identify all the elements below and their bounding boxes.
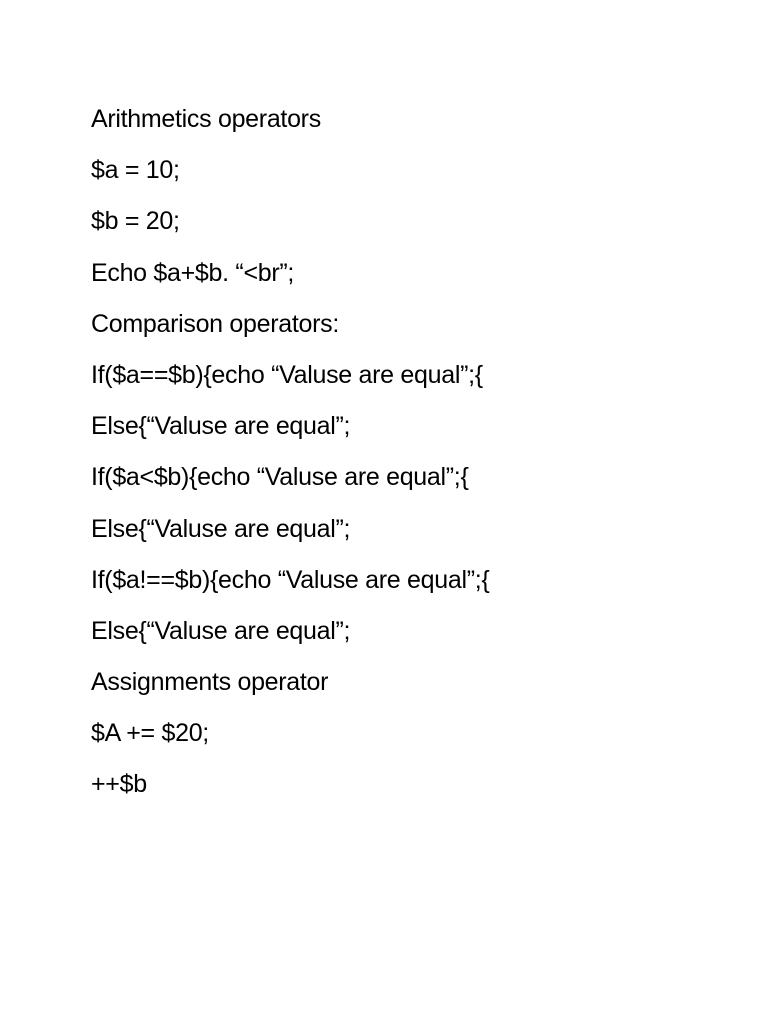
document-body <box>91 94 731 811</box>
code-line: $b = 20; <box>91 207 180 236</box>
code-line: If($a!==$b){echo “Valuse are equal”;{ <box>91 565 490 594</box>
heading-comparison-operators: Comparison operators: <box>91 309 339 338</box>
code-line: $A += $20; <box>91 719 209 748</box>
code-line: ++$b <box>91 770 147 799</box>
code-line: $a = 10; <box>91 156 180 185</box>
code-line: Else{“Valuse are equal”; <box>91 514 351 543</box>
code-line: If($a<$b){echo “Valuse are equal”;{ <box>91 463 469 492</box>
code-line: Echo $a+$b. “<br”; <box>91 258 295 287</box>
code-line: Else{“Valuse are equal”; <box>91 616 351 645</box>
heading-arithmetic-operators: Arithmetics operators <box>91 105 321 133</box>
code-line: If($a==$b){echo “Valuse are equal”;{ <box>91 360 483 389</box>
code-line: Else{“Valuse are equal”; <box>91 412 351 441</box>
heading-assignments-operator: Assignments operator <box>91 668 329 697</box>
